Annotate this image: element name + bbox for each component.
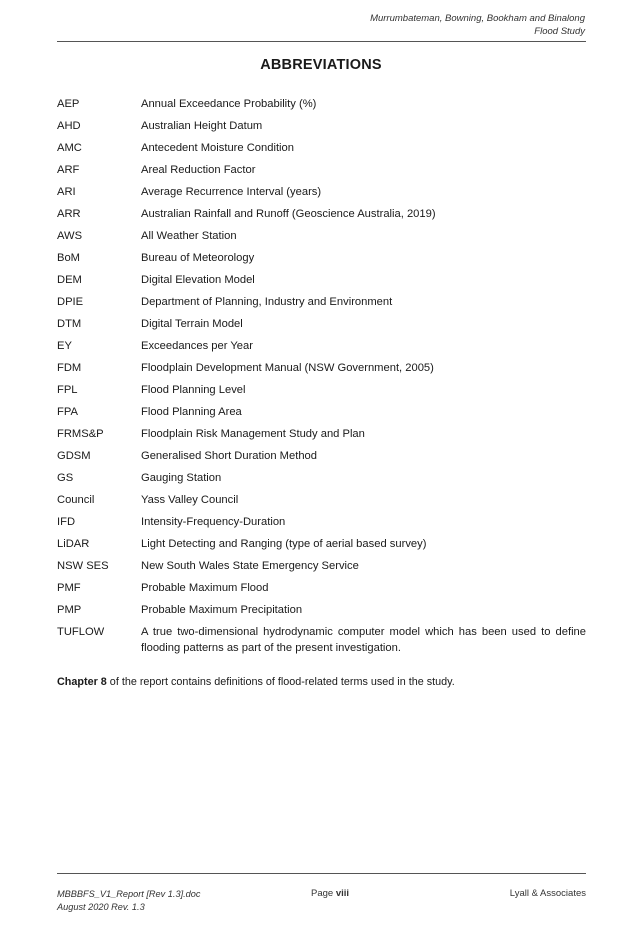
abbreviation-term: NSW SES	[57, 560, 109, 572]
footer-divider	[57, 873, 586, 874]
abbreviation-row	[57, 207, 586, 229]
abbreviation-term: AMC	[57, 142, 82, 154]
abbreviation-definition: Antecedent Moisture Condition	[141, 142, 294, 154]
page-number	[300, 888, 360, 901]
page-title: ABBREVIATIONS	[260, 57, 382, 73]
abbreviation-term: EY	[57, 340, 72, 352]
abbreviation-definition: Flood Planning Area	[141, 406, 242, 418]
abbreviation-term: ARI	[57, 186, 76, 198]
abbreviation-term: FRMS&P	[57, 428, 104, 440]
abbreviation-definition: Australian Height Datum	[141, 120, 263, 132]
chapter-note-text: of the report contains definitions of flood-related terms used in the study.	[106, 676, 455, 688]
abbreviation-definition: Intensity-Frequency-Duration	[141, 516, 286, 528]
abbreviation-row	[57, 471, 586, 493]
abbreviation-term: DEM	[57, 274, 82, 286]
abbreviation-row	[57, 185, 586, 207]
abbreviation-term: GS	[57, 472, 74, 484]
abbreviation-row	[57, 251, 586, 273]
abbreviation-term: LiDAR	[57, 538, 90, 550]
abbreviation-row	[57, 405, 586, 427]
abbreviation-row	[57, 493, 586, 515]
abbreviations-list	[57, 97, 586, 661]
abbreviation-term: BoM	[57, 252, 81, 264]
abbreviation-row	[57, 141, 586, 163]
abbreviation-row	[57, 383, 586, 405]
abbreviation-term: AEP	[57, 98, 80, 110]
abbreviation-row	[57, 273, 586, 295]
abbreviation-term: Council	[57, 494, 95, 506]
abbreviation-definition: New South Wales State Emergency Service	[141, 560, 359, 572]
abbreviation-definition: Department of Planning, Industry and Environment	[141, 296, 393, 308]
abbreviation-definition: Annual Exceedance Probability (%)	[141, 98, 317, 110]
abbreviation-row	[57, 317, 586, 339]
abbreviation-row	[57, 361, 586, 383]
abbreviation-row	[57, 537, 586, 559]
abbreviation-definition: All Weather Station	[141, 230, 237, 242]
chapter-note	[57, 675, 586, 689]
abbreviation-definition: Flood Planning Level	[141, 384, 246, 396]
abbreviation-definition: Probable Maximum Flood	[141, 582, 269, 594]
abbreviation-definition: Exceedances per Year	[141, 340, 253, 352]
abbreviation-definition: Average Recurrence Interval (years)	[141, 186, 322, 198]
abbreviation-term: DPIE	[57, 296, 84, 308]
abbreviation-definition: Floodplain Development Manual (NSW Government, 2005)	[141, 362, 434, 374]
abbreviation-term: FPA	[57, 406, 78, 418]
abbreviation-term: AHD	[57, 120, 81, 132]
header-divider	[57, 41, 586, 42]
abbreviation-row	[57, 603, 586, 625]
abbreviation-definition: A true two-dimensional hydrodynamic computer model which has been used to define flooding patterns as part of the present investigation.	[141, 626, 586, 654]
abbreviation-row	[57, 339, 586, 361]
abbreviation-term: PMF	[57, 582, 81, 594]
abbreviation-row	[57, 625, 586, 661]
abbreviation-definition: Probable Maximum Precipitation	[141, 604, 303, 616]
abbreviation-definition: Australian Rainfall and Runoff (Geoscience Australia, 2019)	[141, 208, 436, 220]
abbreviation-definition: Bureau of Meteorology	[141, 252, 255, 264]
abbreviation-term: GDSM	[57, 450, 91, 462]
abbreviation-row	[57, 229, 586, 251]
abbreviation-definition: Floodplain Risk Management Study and Plan	[141, 428, 365, 440]
running-header	[65, 12, 585, 38]
abbreviation-row	[57, 559, 586, 581]
abbreviation-row	[57, 449, 586, 471]
abbreviation-row	[57, 119, 586, 141]
page-label: Page	[310, 888, 336, 899]
abbreviation-row	[57, 163, 586, 185]
page-number-value: viii	[335, 888, 350, 899]
header-project-title: Murrumbateman, Bowning, Bookham and Binalong	[370, 13, 585, 24]
footer-company: Lyall & Associates	[509, 888, 586, 899]
abbreviation-row	[57, 295, 586, 317]
abbreviation-term: FDM	[57, 362, 82, 374]
abbreviation-row	[57, 97, 586, 119]
abbreviation-term: PMP	[57, 604, 82, 616]
chapter-reference: Chapter 8	[57, 676, 107, 688]
abbreviation-term: ARF	[57, 164, 80, 176]
abbreviation-row	[57, 427, 586, 449]
abbreviation-term: DTM	[57, 318, 82, 330]
footer-document-info	[57, 888, 201, 913]
abbreviation-definition: Generalised Short Duration Method	[141, 450, 317, 462]
abbreviation-definition: Areal Reduction Factor	[141, 164, 256, 176]
abbreviation-term: FPL	[57, 384, 78, 396]
header-report-type: Flood Study	[534, 26, 585, 37]
abbreviation-term: TUFLOW	[57, 626, 105, 638]
abbreviation-row	[57, 515, 586, 537]
abbreviation-definition: Gauging Station	[141, 472, 222, 484]
abbreviation-definition: Yass Valley Council	[141, 494, 239, 506]
abbreviation-definition: Digital Elevation Model	[141, 274, 255, 286]
abbreviation-term: IFD	[57, 516, 76, 528]
footer-date-rev: August 2020 Rev. 1.3	[57, 901, 145, 912]
abbreviation-term: ARR	[57, 208, 81, 220]
abbreviation-row	[57, 581, 586, 603]
abbreviation-term: AWS	[57, 230, 83, 242]
footer-doc-name: MBBBFS_V1_Report [Rev 1.3].doc	[57, 889, 201, 899]
abbreviation-definition: Digital Terrain Model	[141, 318, 243, 330]
abbreviation-definition: Light Detecting and Ranging (type of aerial based survey)	[141, 538, 427, 550]
